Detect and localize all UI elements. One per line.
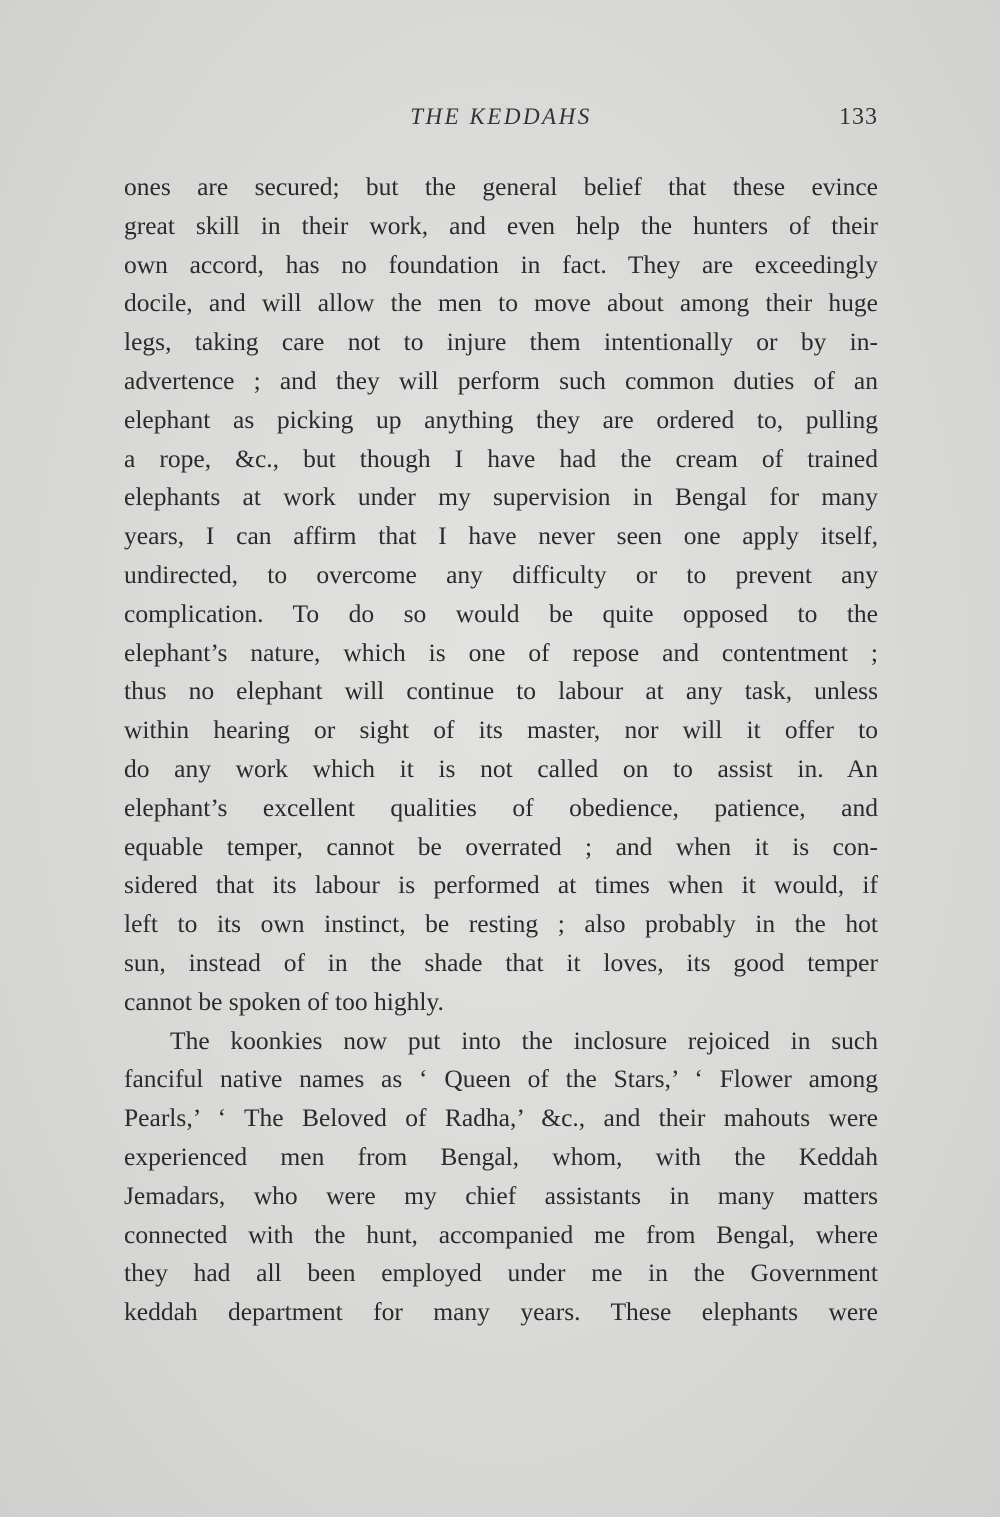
text-line: elephant as picking up anything they are ordered to, pulling xyxy=(124,404,878,434)
text-line: ones are secured; but the general belief that these evince xyxy=(124,172,878,201)
running-title: THE KEDDAHS xyxy=(410,104,592,129)
text-line: great skill in their work, and even help the hunters of their xyxy=(124,210,878,240)
text-line: Pearls,’ ‘ The Beloved of Radha,’ &c., and their mahouts were xyxy=(124,1103,878,1133)
text-line: sidered that its labour is performed at times when it would, if xyxy=(124,870,878,900)
text-line: a rope, &c., but though I have had the cream of trained xyxy=(124,443,878,473)
text-line: equable temper, cannot be overrated ; and when it is con- xyxy=(124,831,878,861)
text-line: elephants at work under my supervision in Bengal for many xyxy=(124,482,878,512)
text-line: undirected, to overcome any difficulty or to prevent any xyxy=(124,559,878,589)
text-line: docile, and will allow the men to move about among their huge xyxy=(124,288,878,318)
text-line: left to its own instinct, be resting ; also probably in the hot xyxy=(124,909,878,939)
text-line: fanciful native names as ‘ Queen of the Stars,’ ‘ Flower among xyxy=(124,1064,878,1094)
text-line: keddah department for many years. These elephants were xyxy=(124,1297,878,1327)
paragraph-first-line: The koonkies now put into the inclosure rejoiced in such xyxy=(170,1025,878,1055)
running-head xyxy=(124,100,878,140)
text-line: sun, instead of in the shade that it loves, its good temper xyxy=(124,947,878,977)
text-line: within hearing or sight of its master, nor will it offer to xyxy=(124,715,878,745)
text-line: years, I can affirm that I have never seen one apply itself, xyxy=(124,521,878,551)
text-line: they had all been employed under me in the Government xyxy=(124,1258,878,1288)
text-line: legs, taking care not to injure them intentionally or by in- xyxy=(124,327,878,357)
text-line: elephant’s excellent qualities of obedience, patience, and xyxy=(124,792,878,822)
text-line: elephant’s nature, which is one of repose and contentment ; xyxy=(124,637,878,667)
text-line: Jemadars, who were my chief assistants in many matters xyxy=(124,1180,878,1210)
text-line: own accord, has no foundation in fact. They are exceedingly xyxy=(124,249,878,279)
text-line: complication. To do so would be quite opposed to the xyxy=(124,598,878,628)
text-line: connected with the hunt, accompanied me from Bengal, where xyxy=(124,1219,878,1249)
text-line: do any work which it is not called on to assist in. An xyxy=(124,753,878,783)
page-number: 133 xyxy=(839,104,878,130)
text-line: thus no elephant will continue to labour at any task, unless xyxy=(124,676,878,706)
text-line: experienced men from Bengal, whom, with the Keddah xyxy=(124,1141,878,1171)
text-line: advertence ; and they will perform such common duties of an xyxy=(124,365,878,395)
paragraph-last-line: cannot be spoken of too highly. xyxy=(124,986,444,1016)
body-text xyxy=(124,168,878,1332)
